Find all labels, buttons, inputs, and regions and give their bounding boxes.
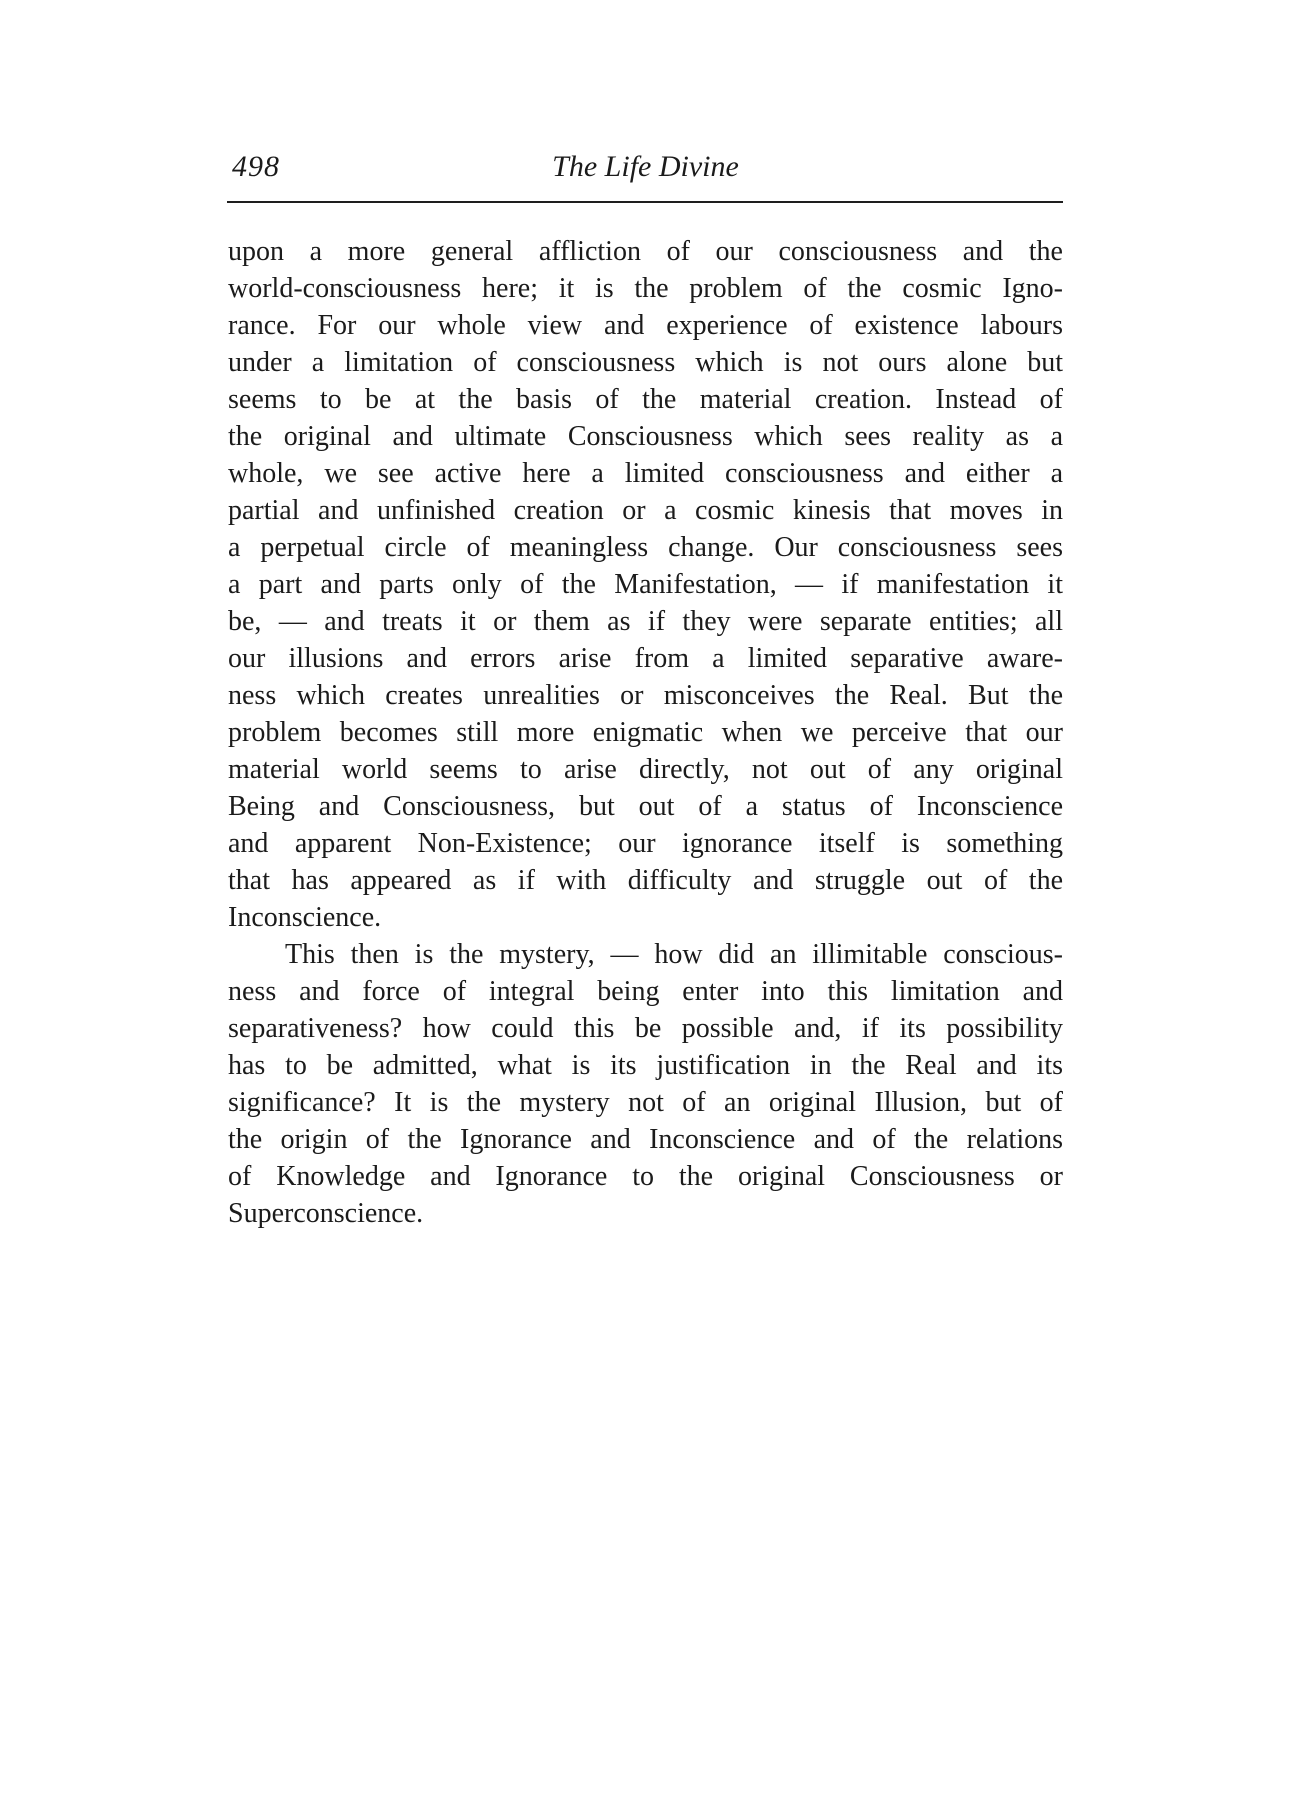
running-title: The Life Divine [552,150,739,183]
paragraph [228,936,1063,1232]
text-line: Being and Consciousness, but out of a status of Inconscience [228,791,1063,822]
text-line: This then is the mystery, — how did an illimitable conscious- [285,939,1063,970]
text-line: seems to be at the basis of the material creation. Instead of [228,384,1063,415]
text-line: partial and unfinished creation or a cosmic kinesis that moves in [228,495,1063,526]
text-line: the original and ultimate Consciousness which sees reality as a [228,421,1063,452]
text-line: ness which creates unrealities or misconceives the Real. But the [228,680,1063,711]
paragraph [228,233,1063,936]
text-line: upon a more general affliction of our consciousness and the [228,236,1063,267]
text-line: that has appeared as if with difficulty and struggle out of the [228,865,1063,896]
text-line: problem becomes still more enigmatic when we perceive that our [228,717,1063,748]
text-line: under a limitation of consciousness which is not ours alone but [228,347,1063,378]
text-line: of Knowledge and Ignorance to the original Consciousness or [228,1161,1063,1192]
text-line: significance? It is the mystery not of an original Illusion, but of [228,1087,1063,1118]
text-line: our illusions and errors arise from a limited separative aware- [228,643,1063,674]
text-line: a perpetual circle of meaningless change. Our consciousness sees [228,532,1063,563]
page-number: 498 [232,150,280,183]
text-line: a part and parts only of the Manifestation, — if manifestation it [228,569,1063,600]
text-line: whole, we see active here a limited consciousness and either a [228,458,1063,489]
text-line: be, — and treats it or them as if they were separate entities; all [228,606,1063,637]
text-line: has to be admitted, what is its justification in the Real and its [228,1050,1063,1081]
text-line: Superconscience. [228,1198,424,1229]
text-line: ness and force of integral being enter into this limitation and [228,976,1063,1007]
text-line: world-consciousness here; it is the problem of the cosmic Igno- [228,273,1063,304]
text-line: the origin of the Ignorance and Inconscience and of the relations [228,1124,1063,1155]
text-line: and apparent Non-Existence; our ignorance itself is something [228,828,1063,859]
page-body [228,233,1063,1232]
page-header [228,146,1063,188]
text-line: separativeness? how could this be possible and, if its possibility [228,1013,1063,1044]
text-line: Inconscience. [228,902,382,933]
text-line: material world seems to arise directly, not out of any original [228,754,1063,785]
text-line: rance. For our whole view and experience of existence labours [228,310,1063,341]
header-rule [227,201,1063,203]
